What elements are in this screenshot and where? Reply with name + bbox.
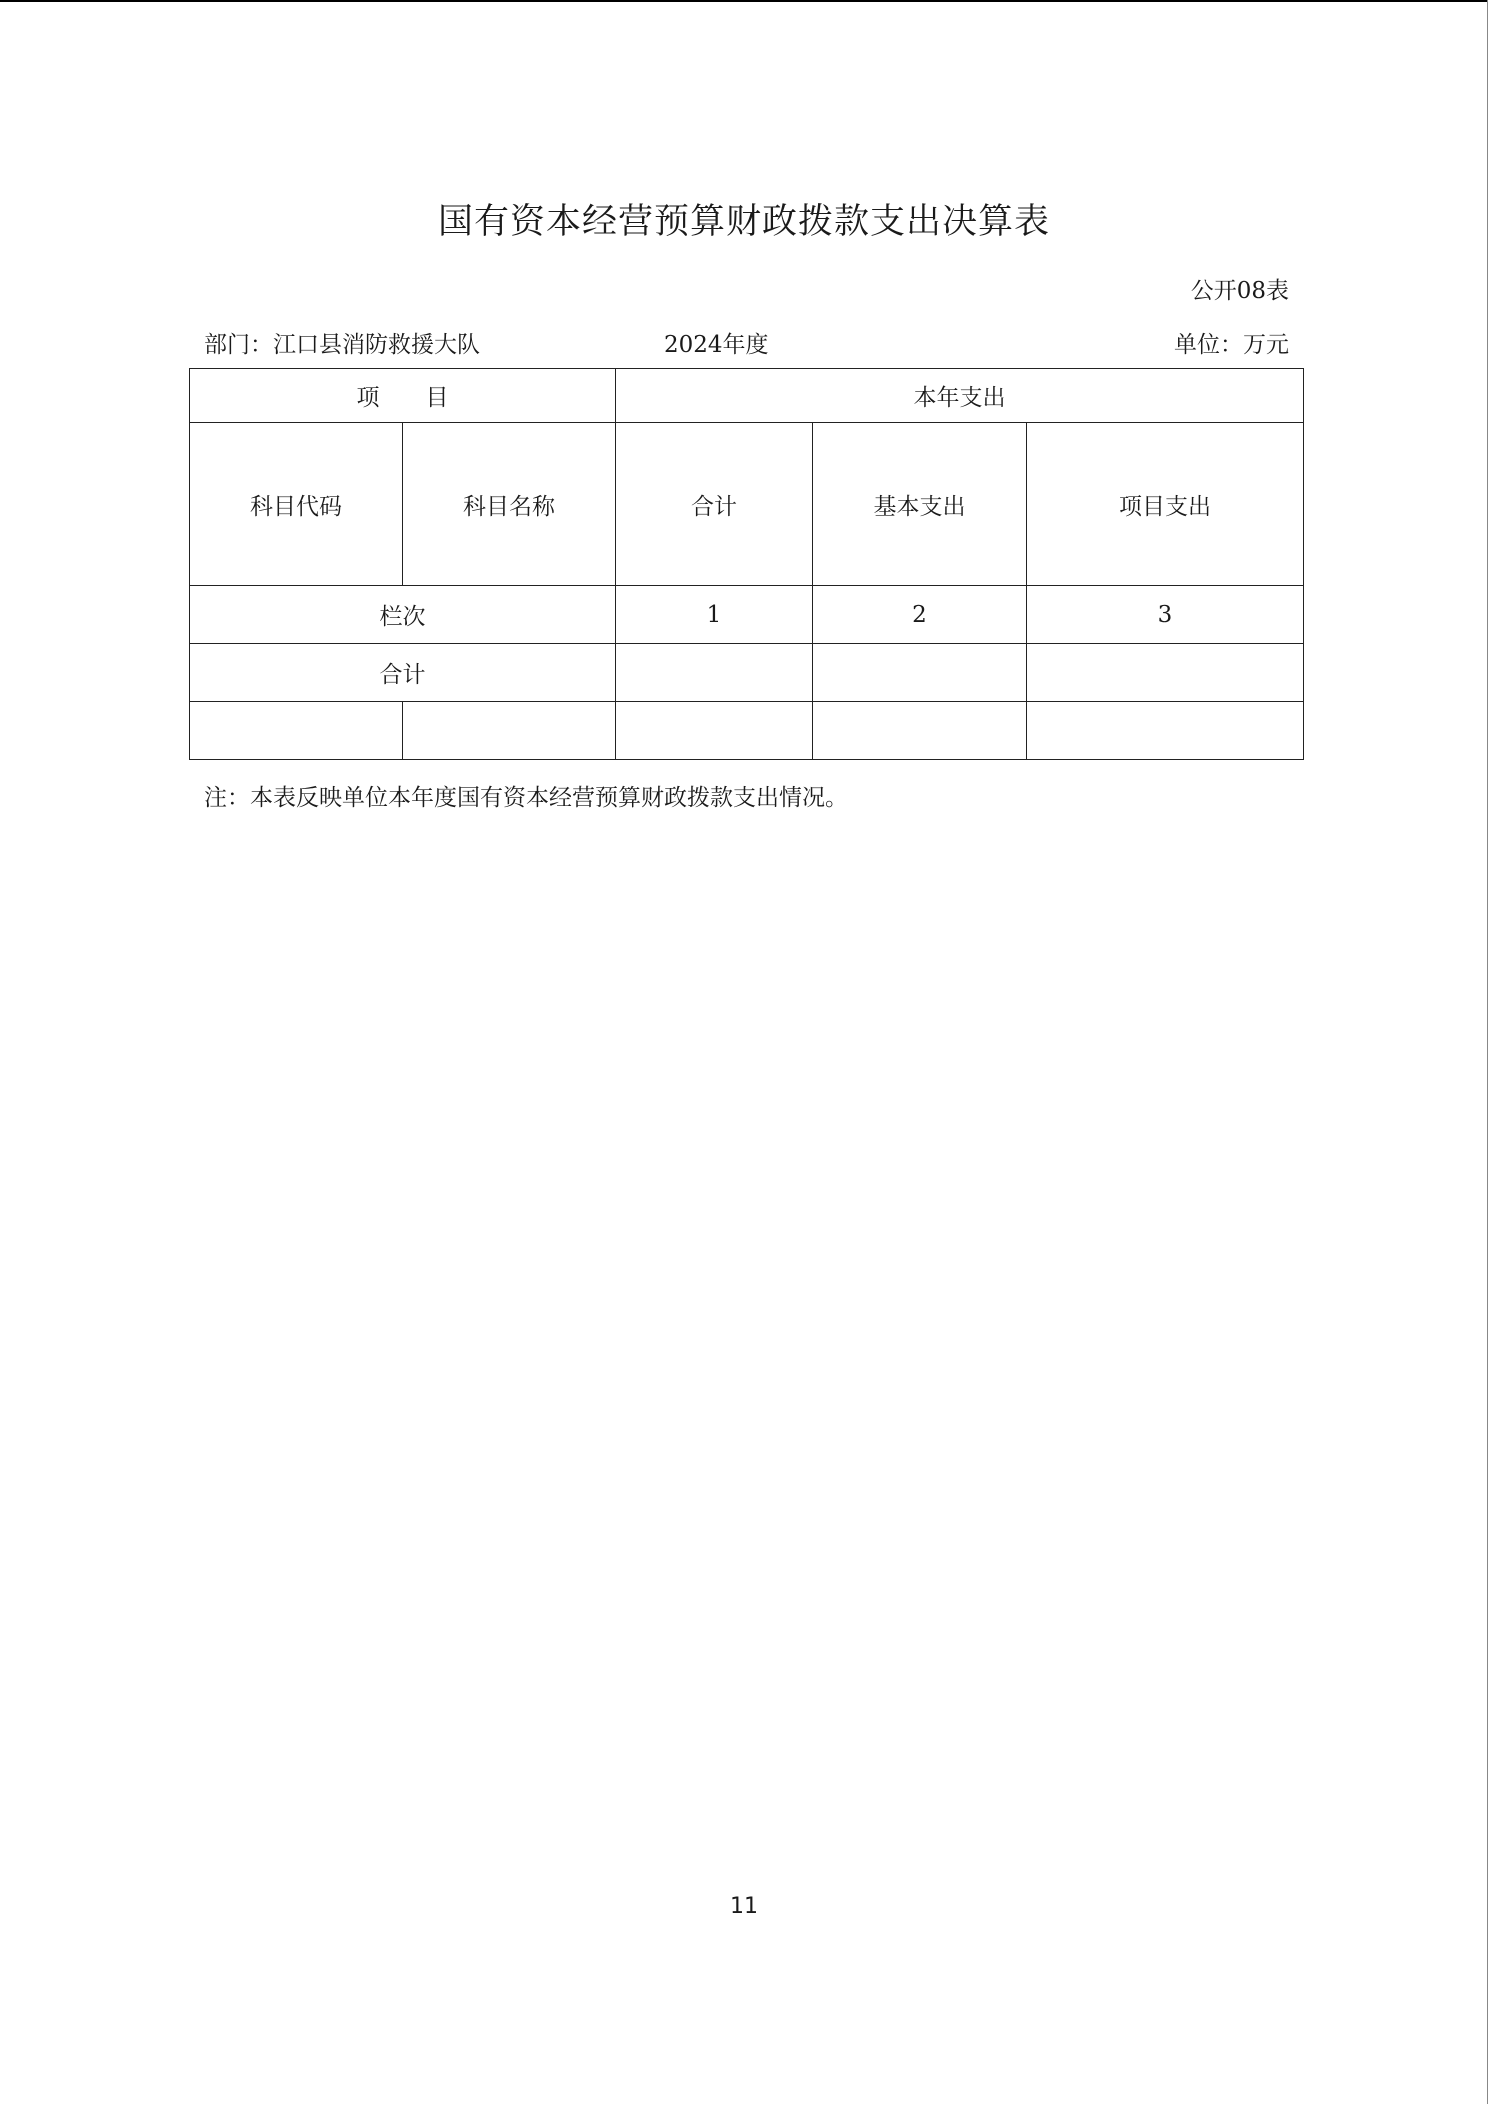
row-basic-cell [813,702,1027,760]
table-note: 注：本表反映单位本年度国有资本经营预算财政拨款支出情况。 [204,785,848,811]
table-number: 公开08表 [1190,278,1289,304]
total-basic-cell [813,644,1027,702]
table-header-row [190,369,1304,423]
row-name-cell [403,702,616,760]
index-1: 1 [616,586,813,644]
fiscal-year: 2024年度 [664,332,769,358]
col-project-expense: 项目支出 [1027,423,1304,586]
table-subheader-row [190,423,1304,586]
total-row-label: 合计 [190,644,616,702]
index-row-label: 栏次 [190,586,616,644]
row-code-cell [190,702,403,760]
budget-table [189,368,1304,760]
col-subject-code: 科目代码 [190,423,403,586]
total-cell [616,644,813,702]
page-top-border [0,0,1488,2]
row-project-cell [1027,702,1304,760]
unit-label: 单位：万元 [1174,332,1289,358]
department-label: 部门：江口县消防救援大队 [204,332,480,358]
document-title: 国有资本经营预算财政拨款支出决算表 [437,202,1050,242]
total-project-cell [1027,644,1304,702]
header-expense-cell: 本年支出 [616,369,1304,423]
header-item-cell: 项 目 [190,369,616,423]
page-number: 11 [730,1894,758,1919]
table-total-row [190,644,1304,702]
col-basic-expense: 基本支出 [813,423,1027,586]
table-row [190,702,1304,760]
index-3: 3 [1027,586,1304,644]
index-2: 2 [813,586,1027,644]
table-index-row [190,586,1304,644]
col-subject-name: 科目名称 [403,423,616,586]
col-total: 合计 [616,423,813,586]
row-total-cell [616,702,813,760]
